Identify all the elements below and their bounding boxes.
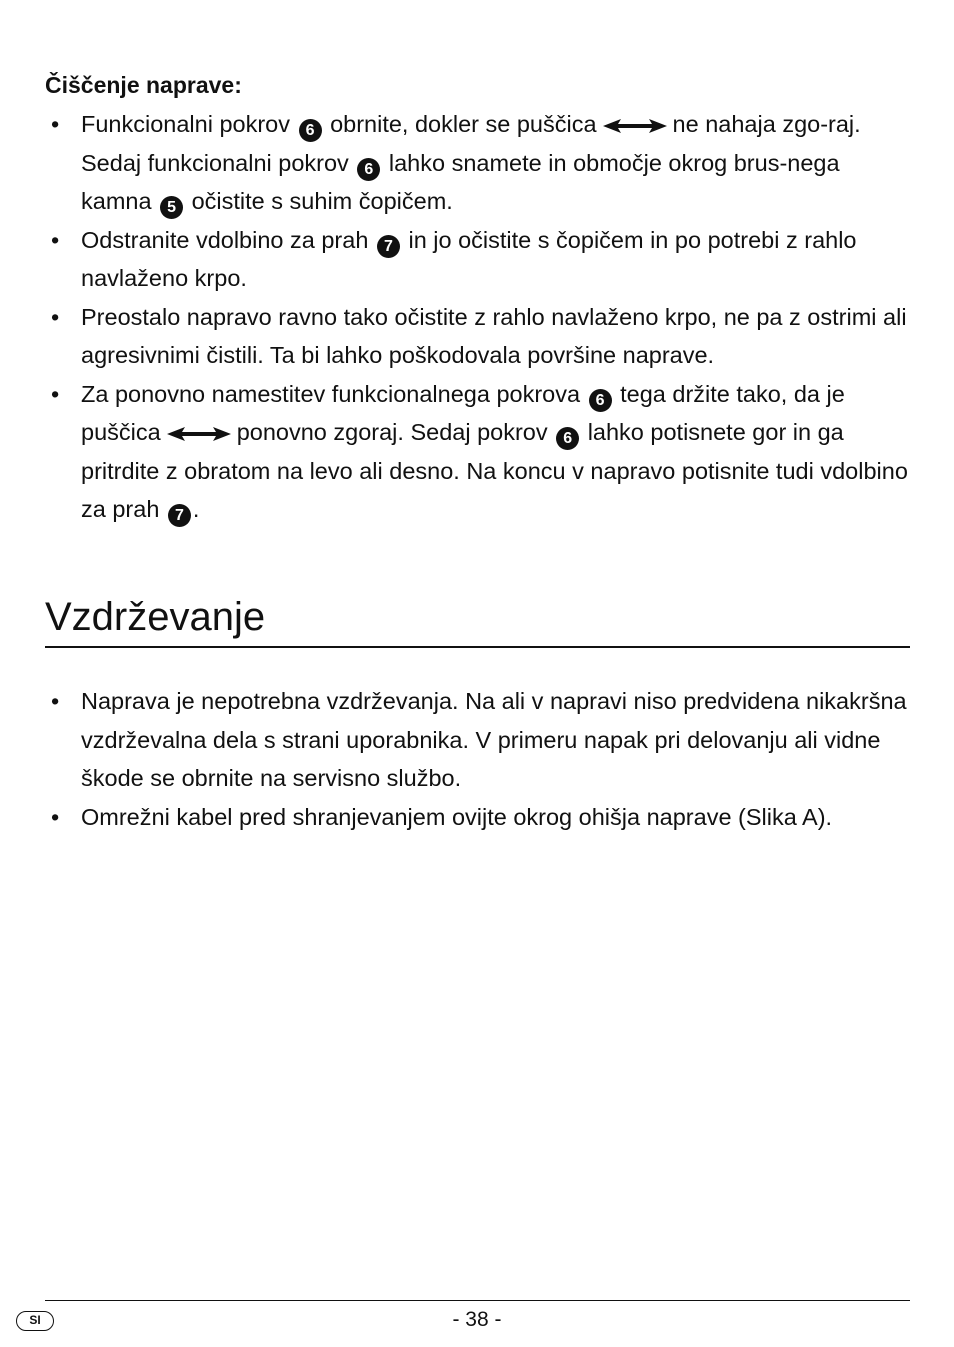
- list-item: • Omrežni kabel pred shranjevanjem ovijte okrog ohišja naprave (Slika A).: [45, 798, 910, 837]
- list-item: • Preostalo napravo ravno tako očistite z rahlo navlaženo krpo, ne pa z ostrimi ali agresivnimi čistili. Ta bi lahko poškodovala površine naprave.: [45, 298, 910, 375]
- reference-number-badge: 6: [357, 158, 380, 181]
- reference-number-badge: 7: [168, 504, 191, 527]
- reference-number-badge: 6: [299, 119, 322, 142]
- bullet: •: [51, 226, 60, 253]
- reference-number-badge: 6: [556, 427, 579, 450]
- cleaning-list: [45, 105, 910, 529]
- page-number: - 38 -: [452, 1308, 502, 1331]
- bullet: •: [51, 688, 60, 714]
- bullet: •: [51, 111, 60, 137]
- bullet: •: [51, 803, 60, 830]
- section-subheading-cleaning: Čiščenje naprave:: [45, 72, 242, 98]
- reference-number-badge: 7: [377, 235, 400, 258]
- double-arrow-icon: [167, 427, 231, 441]
- maintenance-list: [45, 682, 910, 836]
- list-item: • Odstranite vdolbino za prah 7 in jo očistite s čopičem in po potrebi z rahlo navlaženo krpo.: [45, 221, 910, 298]
- list-item: • Za ponovno namestitev funkcionalnega pokrova 6 tega držite tako, da je puščica ponovno zgoraj. Sedaj pokrov 6 lahko potisnete gor in ga pritrdite z obratom na levo ali desno. Na koncu v napravo potisnite tudi vdolbino za prah 7 .: [45, 375, 910, 529]
- bullet: •: [51, 303, 60, 330]
- reference-number-badge: 5: [160, 196, 183, 219]
- list-item: • Funkcionalni pokrov 6 obrnite, dokler se puščica ne nahaja zgo-raj. Sedaj funkcionalni pokrov 6 lahko snamete in območje okrog brus-nega kamna 5 očistite s suhim čopičem.: [45, 105, 910, 221]
- list-item: • Naprava je nepotrebna vzdrževanja. Na ali v napravi niso predvidena nikakršna vzdrževalna dela s strani uporabnika. V primeru napak pri delovanju ali vidne škode se obrnite na servisno službo.: [45, 682, 910, 798]
- language-badge: SI: [16, 1311, 54, 1331]
- footer-divider: [45, 1300, 910, 1301]
- bullet: •: [51, 380, 60, 407]
- section-title-maintenance: Vzdrževanje: [45, 592, 910, 648]
- double-arrow-icon: [603, 119, 667, 133]
- reference-number-badge: 6: [589, 389, 612, 412]
